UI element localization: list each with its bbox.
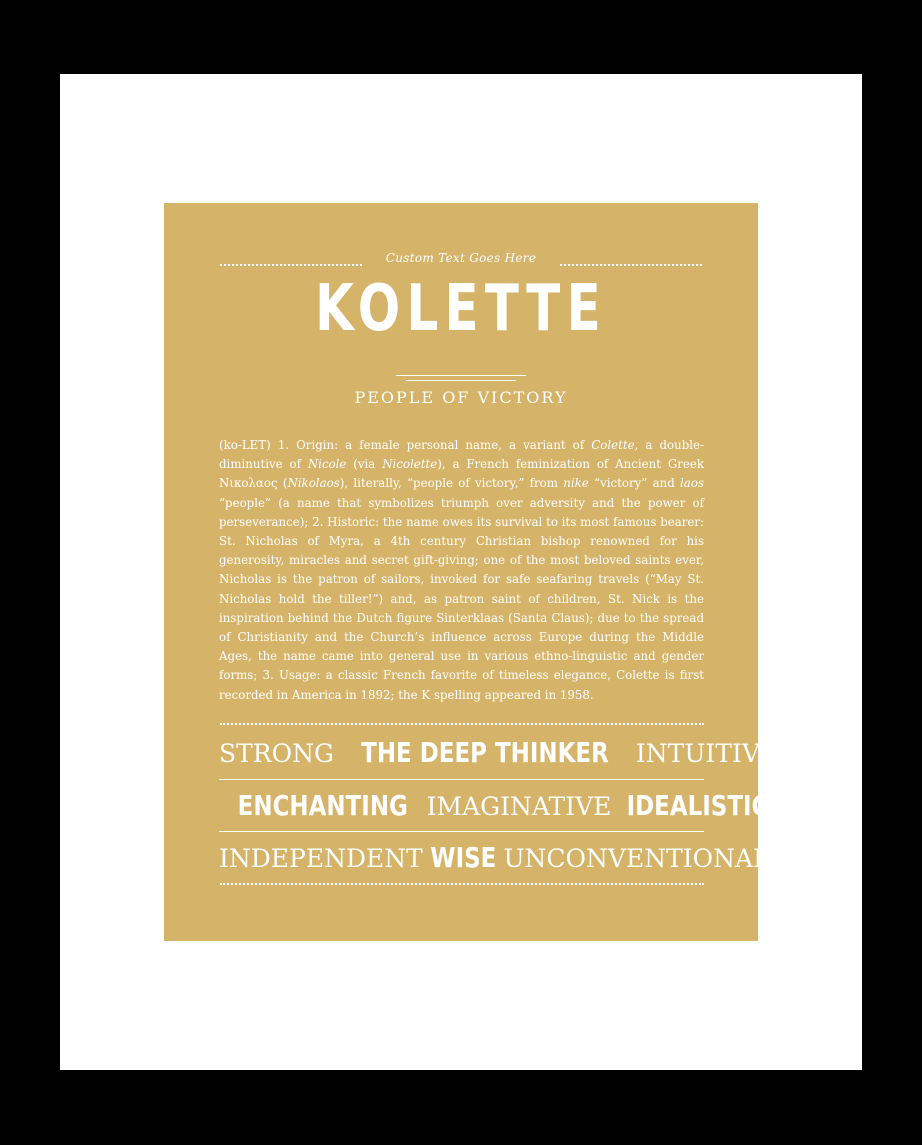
trait-word: IDEALISTIC (626, 789, 769, 822)
traits-row (219, 736, 779, 769)
trait-word: WISE (430, 841, 497, 874)
name-underline-top (396, 375, 526, 376)
trait-word: STRONG (219, 739, 334, 768)
trait-word: INDEPENDENT (219, 844, 423, 873)
traits-separator (219, 831, 704, 832)
trait-word: THE DEEP THINKER (361, 736, 609, 769)
traits-separator (219, 779, 704, 780)
trait-word: IMAGINATIVE (426, 792, 612, 821)
name-definition: (ko-LET) 1. Origin: a female personal name, a variant of Colette, a double-diminutive of Nicole (via Nicolette), a French feminization of Ancient Greek Νικολαος (Nikolaos), literally, “people of victory,” from nike “victory” and laos “people” (a name that symbolizes triumph over adversity and the power of perseverance); 2. Historic: the name owes its survival to its most famous bearer: St. Nicholas of Myra, a 4th century Christian bishop renowned for his generosity, miracles and secret gift-giving; one of the most beloved saints ever, Nicholas is the patron of sailors, invoked for safe seafaring travels (“May St. Nicholas hold the tiller!”) and, as patron saint of children, St. Nick is the inspiration behind the Dutch figure Sinterklaas (Santa Claus); due to the spread of Christianity and the Church’s influence across Europe during the Middle Ages, the name came into general use in various ethno-linguistic and gender forms; 3. Usage: a classic French favorite of timeless elegance, Colette is first recorded in America in 1892; the K spelling appeared in 1958. (219, 438, 705, 702)
trait-word: ENCHANTING (237, 789, 408, 822)
traits-row (219, 789, 769, 822)
dotted-divider-traits-bottom (220, 883, 704, 885)
dotted-divider-traits-top (220, 723, 704, 725)
poster-name: KOLETTE (315, 272, 607, 346)
trait-word: INTUITIVE (635, 739, 779, 768)
name-underline-bottom (406, 380, 516, 381)
traits-row (219, 841, 770, 874)
trait-word: UNCONVENTIONAL (503, 844, 770, 873)
name-meaning: PEOPLE OF VICTORY (354, 388, 568, 407)
name-poster (164, 203, 779, 941)
custom-text: Custom Text Goes Here (385, 251, 537, 265)
